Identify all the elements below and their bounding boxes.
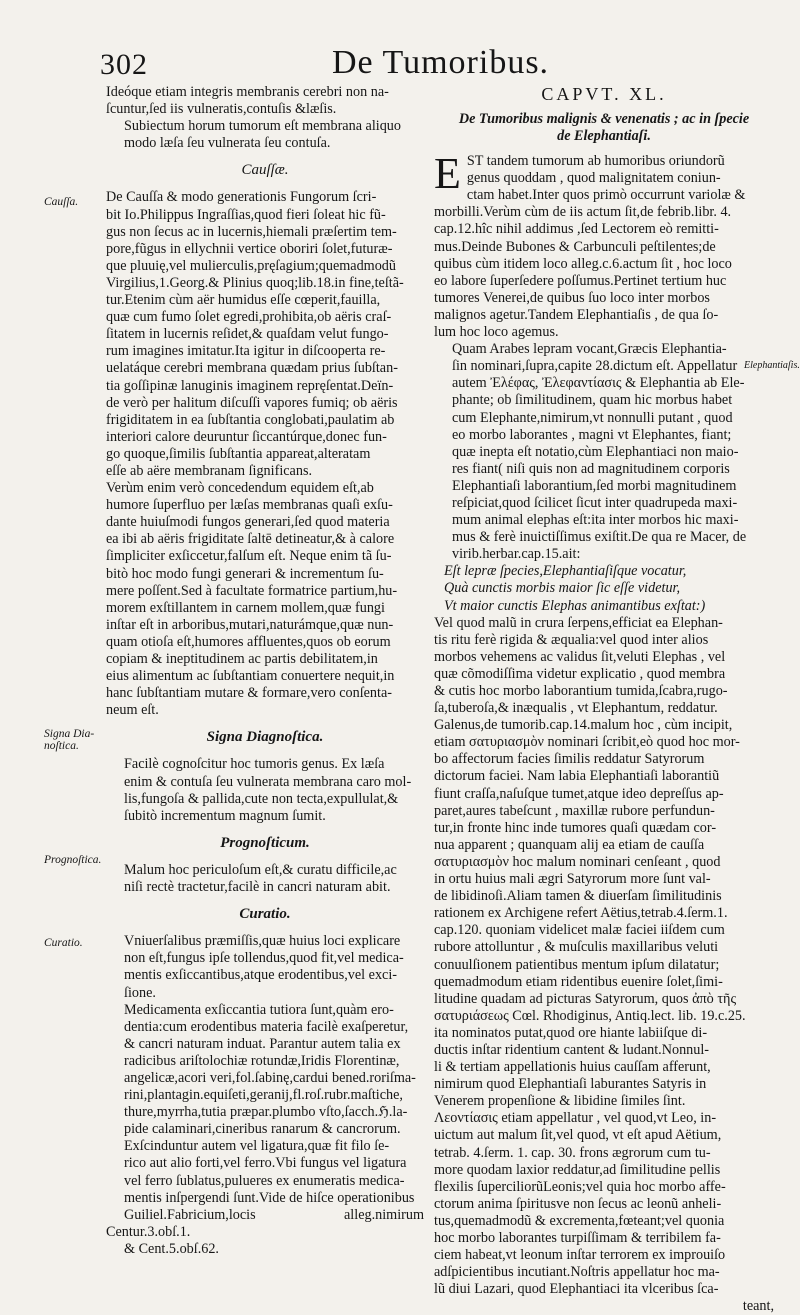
text-line: ſitatem in lucernis reſidet,& quaſdam velut fungo-	[106, 326, 389, 343]
text-line: lũ diui Lazari, quod Elephantiaci ita vlceribus ſca-	[434, 1281, 719, 1298]
text-line: quibus cùm itidem loco alleg.c.6.actum ſit , hoc loco	[434, 255, 732, 272]
text-line: Elephantiaſi laborantium,ſed morbi magnitudinem	[452, 477, 737, 494]
text-line: paret,aures tabeſcunt , maxillæ rubore perfundun-	[434, 802, 715, 819]
text-line: frigiditatem in ea ſubſtantia conglobati,paulatim ab	[106, 411, 395, 428]
verse-line: Vt maior cunctis Elephas animantibus exſtat:)	[444, 597, 706, 614]
text-line: ſione.	[124, 984, 156, 1001]
text-line: hanc ſubſtantiam mutare & formare,vero conſenta-	[106, 685, 392, 702]
text-line: quemadmodum etiam ridentibus euenire ſolet,ſimi-	[434, 973, 723, 990]
section-title-causae: Cauſſæ.	[241, 162, 289, 179]
text-line: uelatáque cerebri membrana quædam prius ſubſtan-	[106, 360, 398, 377]
text-line: tumores Venerei,de quibus ſuo loco inter morbos	[434, 289, 710, 306]
verse-quotation	[434, 563, 774, 614]
text-line: tus,quemadmodũ & excrementa,fœteant;vel quonia	[434, 1212, 725, 1229]
text-line: ſcuntur,ſed iis vulneratis,contuſis &læſis.	[106, 101, 337, 118]
text-line: morem exſtillantem in carnem mollem,quæ fungi	[106, 599, 385, 616]
text-line: dictorum faciei. Nam labia Elephantiaſi laborantiũ	[434, 768, 720, 785]
text-line: ita nominatos putat,quod ore hiante labiiſque di-	[434, 1024, 708, 1041]
text-line: ductis inſtar ridentium cantent & ludant.Nonnul-	[434, 1041, 710, 1058]
text-line: dante huiuſmodi fungos generari,ſed quod materia	[106, 514, 390, 531]
text-line: mus & ferè inuictiſſimus exiſtit.De qua re Macer, de	[452, 529, 747, 546]
text-line: tur.Etenim cùm aër humidus eſſe cœperit,fauilla,	[106, 292, 381, 309]
text-line: rum imagines imitatur.Ita igitur in diſcooperta re-	[106, 343, 386, 360]
margin-note-causa: Cauſſa.	[44, 196, 79, 208]
text-line: de Elephantiaſi.	[557, 128, 651, 145]
text-line: eo morbo laborantes , magni vt Elephantes, fiant;	[452, 426, 732, 443]
text-line: ctam habet.Inter quos primò occurrunt variolæ &	[466, 187, 746, 204]
section-title-signa: Signa Diagnoſtica.	[206, 729, 324, 746]
text-line: modo læſa ſeu vulnerata ſeu contuſa.	[124, 135, 331, 152]
text-line: non eſt,fungus ipſe tollendus,quod fit,vel medica-	[124, 950, 404, 967]
text-line: thure,myrrha,tutia præpar.plumbo vſto,ſacch.ℌ.la-	[124, 1104, 408, 1121]
text-line: li & tertiam appellationis huius cauſſam afferunt,	[434, 1059, 711, 1076]
text-line: ſimpliciter exſiccetur,falſum eſt. Neque enim tã ſu-	[106, 548, 392, 565]
text-line: radicibus ariſtolochiæ rotundæ,Iridis Florentinæ,	[124, 1052, 400, 1069]
text-line: mum animal elephas eſt:ita inter morbos hic maxi-	[452, 512, 739, 529]
text-line: malignos agetur.Tandem Elephantiaſis , de qua ſo-	[434, 306, 719, 323]
text-line: Galenus,de tumorib.cap.14.malum hoc , cùm incipit,	[434, 717, 733, 734]
text-line: rationem ex Archigene refert Aëtius,tetrab.4.ſerm.1.	[434, 905, 728, 922]
text-line: mere poſſent.Sed à facultate formatrice partium,hu-	[106, 582, 398, 599]
text-line: hoc morbo laborantes turpiſſimam & terribilem fa-	[434, 1230, 721, 1246]
verse-line: Eſt lepræ ſpecies,Elephantiaſiſque vocatur,	[444, 563, 687, 580]
text-line: De Cauſſa & modo generationis Fungorum ſcri-	[106, 189, 377, 206]
text-line: etiam σατυριασμὸν nominari ſcribit,eò quod hoc mor-	[434, 734, 740, 751]
text-line: cap.12.hîc nihil addimus ,ſed Lectorem eò remitti-	[434, 221, 719, 238]
text-line: virib.herbar.cap.15.ait:	[452, 546, 581, 563]
text-line: interiori calore deuruntur ſiccantúrque,donec fun-	[106, 428, 387, 445]
text-line: bo affectorum facies ſimilis reddatur Satyrorum	[434, 751, 705, 768]
text-line: ciem habeat,vt leonum inſtar terrorem ex improuiſo	[434, 1247, 726, 1264]
text-line: & Cent.5.obſ.62.	[124, 1240, 219, 1257]
drop-cap: E	[434, 149, 461, 199]
section-title-curatio: Curatio.	[239, 906, 291, 923]
text-line: de libidinoſi.Aliam tamen & diuerſam ſimilitudinis	[434, 888, 722, 905]
right-column	[434, 84, 774, 1315]
text-line: bitò hoc modo fungi generari & incrementum ſu-	[106, 565, 384, 582]
text-line: cap.120. quoniam videlicet malæ faciei iiſdem cum	[434, 922, 725, 939]
text-line: ST tandem tumorum ab humoribus oriundorũ	[466, 153, 725, 170]
chapter-title: CAPVT. XL.	[541, 84, 667, 104]
text-line: ſin nominari,ſupra,capite 28.dictum eſt. Appellatur	[452, 358, 738, 375]
text-line: pide calaminari,cineribus ranarum & cancrorum.	[124, 1121, 401, 1138]
causae-paragraph-2	[106, 480, 424, 719]
text-line: que pluuię,vel mulierculis,pręſagium;quemadmodũ	[106, 257, 396, 274]
chapter-paragraph-2	[434, 341, 774, 563]
text-line: quæ cum fumo ſolet egredi,prohibita,ob aëris craſ-	[106, 309, 392, 326]
text-line: gus non ſecus ac in lucernis,hiemali præſertim tem-	[106, 223, 397, 240]
text-line: quæ inepta eſt notatio,cùm Elephantiaci non maio-	[452, 443, 739, 460]
text-line: Subiectum horum tumorum eſt membrana aliquo	[124, 118, 401, 135]
text-line: Λεοντίασις etiam appellatur , vel quod,vt Leo, in-	[434, 1110, 717, 1127]
text-line: in ortu huius mali ægri Satyrorum more ſunt val-	[434, 871, 711, 888]
text-line: eo labore ſuperſedere poſſumus.Pertinet tertium huc	[434, 272, 727, 289]
text-line: humore ſuperfluo per læſas membranas quaſi exſu-	[106, 497, 393, 514]
page-number: 302	[100, 48, 148, 81]
chapter-paragraph-3	[434, 615, 774, 1111]
text-line: go quoque,ſimilis ſubſtantia appareat,alteratam	[106, 445, 371, 462]
text-line: Malum hoc periculoſum eſt,& curatu difficile,ac	[124, 861, 397, 878]
running-head: De Tumoribus.	[332, 44, 550, 81]
curatio-paragraph-3	[106, 1138, 424, 1258]
text-line: conuulſionem patientibus mentum ipſum dilatatur;	[434, 956, 720, 973]
text-line: & cutis hoc morbo laborantium tumida,ſcabra,rugo-	[434, 683, 728, 699]
text-line: mentis exſiccantibus,atque erodentibus,vel exci-	[124, 967, 398, 984]
text-line: quæ cõmodiſſima videtur explicatio , quod membra	[434, 665, 726, 682]
text-line: ctorum anima ſpiritusve non ſecus ac leonũ anheli-	[434, 1195, 722, 1212]
text-line: Guiliel.Fabricium,locis alleg.nimirum Centur.3.obſ.1.	[106, 1206, 424, 1240]
text-line: lum hoc loco agemus.	[434, 324, 559, 341]
text-line: Virgilius,1.Georg.& Plinius quoq;lib.18.in fine,teſtã-	[106, 274, 404, 291]
text-line: Medicamenta exſiccantia tutiora ſunt,quàm ero-	[124, 1001, 394, 1018]
opening-paragraph	[106, 84, 424, 118]
text-line: flexilis ſuperciliorũLeonis;vel quia hoc morbo affe-	[434, 1178, 726, 1195]
text-line: morbilli.Verùm cùm de iis actum ſit,de febrib.libr. 4.	[434, 204, 732, 221]
text-line: quam otioſa eſt,humores affluentes,quos ob eorum	[106, 633, 391, 650]
chapter-paragraph-1	[434, 149, 774, 341]
text-line: genus quoddam , quod malignitatem coniun-	[466, 170, 721, 187]
text-line: dentia:cum erodentibus materia facilè exaſperetur,	[124, 1018, 409, 1035]
text-line: tia goſſipinæ lanuginis imaginem repręſentat.Deïn-	[106, 377, 394, 394]
text-line: ſa,tuberoſa,& inæqualis , vt Elephantum, reddatur.	[434, 700, 718, 717]
prognosticum-paragraph	[106, 862, 424, 896]
text-line: Venerem propenſione & libidine ſimiles ſint.	[434, 1093, 686, 1110]
page-header	[100, 40, 780, 88]
verse-line: Quà cunctis morbis maior ſic eſſe videtur,	[444, 580, 681, 597]
text-line: Vniuerſalibus præmiſſis,quæ huius loci explicare	[124, 933, 401, 950]
text-line: rini,plantagin.equiſeti,geranij,fl.roſ.rubr.maſtiche,	[124, 1087, 403, 1104]
text-line: bit Io.Philippus Ingraſſias,quod fieri ſoleat hic fũ-	[106, 206, 386, 223]
text-line: neum eſt.	[106, 702, 159, 719]
curatio-paragraph-1	[106, 933, 424, 1001]
text-line: eius alimentum ac ſubſtantiam conuertere nequit,in	[106, 668, 395, 685]
left-column	[106, 84, 424, 1258]
text-line: morbos vehemens ac validus ſit,veluti Elephas , vel	[434, 648, 726, 665]
text-line: adſpicientibus incutiant.Noſtris appellatur hoc ma-	[434, 1264, 720, 1281]
text-line: Ideóque etiam integris membranis cerebri non na-	[106, 84, 389, 100]
text-line: & cancri naturam induat. Parantur autem talia ex	[124, 1035, 401, 1052]
text-line: nimirum quod Elephantiaſi laburantes Satyris in	[434, 1076, 707, 1093]
text-line: vel ferro ſublatus,pulueres ex enumeratis medica-	[124, 1172, 405, 1189]
causae-paragraph-1	[106, 189, 424, 480]
text-line: cum Elephante,nimirum,vt nonnulli putant , quod	[452, 409, 733, 426]
text-line: de verò per halitum diſcuſſi vapores fumiq; ob aëris	[106, 394, 398, 411]
text-line: inſtar eſt in arboribus,mutari,naturámque,quæ nun-	[106, 616, 394, 633]
text-line: nua apparent ; quanquam alij ea etiam de cauſſa	[434, 836, 705, 853]
text-line: tur,in fronte hinc inde tumores quaſi quædam cor-	[434, 819, 717, 836]
curatio-paragraph-2	[106, 1002, 424, 1139]
text-line: Verùm enim verò concedendum equidem eſt,ab	[106, 480, 374, 497]
text-line: autem Ἐλέφας, Ἐλεφαντίασις & Elephantia ab Ele-	[452, 375, 745, 392]
margin-note-signa: Signa Dia- noſtica.	[44, 728, 95, 752]
text-line: rubore attolluntur , & muſculis maxillaribus veluti	[434, 939, 719, 956]
text-line: enim & contuſa ſeu vulnerata membrana caro mol-	[124, 773, 412, 790]
text-line: Facilè cognoſcitur hoc tumoris genus. Ex læſa	[124, 756, 385, 773]
text-line: mentis inſpergendi ſunt.Vide de hiſce operationibus	[124, 1189, 415, 1206]
text-line: Exſcinduntur autem vel ligatura,quæ fit filo ſe-	[124, 1138, 390, 1155]
margin-note-prognostica: Prognoſtica.	[44, 854, 102, 866]
text-line: reſpiciat,quod ſcilicet ſicut inter quadrupeda maxi-	[452, 494, 738, 511]
text-line: uictum aut malum ſit,vel quod, vt eſt apud Aëtium,	[434, 1127, 722, 1144]
text-line: Vel quod malũ in crura ſerpens,efficiat ea Elephan-	[434, 614, 723, 631]
text-line: litudine quadam ad picturas Satyrorum, quos ἀπὸ τῆς	[434, 990, 737, 1007]
text-line: σατυριασμὸν hoc malum nominari cenſeant , quod	[434, 853, 721, 870]
text-line: pore,fũgus in ellychnii vertice oboriri ſolet,futuræ-	[106, 240, 393, 257]
text-line: angelicæ,acori veri,fol.ſabinę,cardui bened.roriſma-	[124, 1069, 416, 1086]
text-line: De Tumoribus malignis & venenatis ; ac in ſpecie	[458, 111, 750, 128]
signa-paragraph	[106, 756, 424, 824]
text-line: teant,	[742, 1298, 774, 1315]
margin-note-curatio: Curatio.	[44, 937, 83, 949]
text-line: tis ritu ferè rigida & æqualia:vel quod inter alios	[434, 631, 709, 648]
text-line: mus.Deinde Bubones & Carbunculi peſtilentes;de	[434, 238, 716, 255]
text-line: rico aut alio forti,vel ferro.Vbi fungus vel ligatura	[124, 1155, 407, 1172]
text-line: Quam Arabes lepram vocant,Græcis Elephantia-	[452, 341, 727, 358]
text-line: ea ibi ab aëris frigiditate ſaltē detineatur,& à calore	[106, 531, 395, 548]
text-line: tetrab. 4.ſerm. 1. cap. 30. frons ægrorum cum tu-	[434, 1144, 711, 1161]
text-line: lis,fungoſa & pallida,cute non tecta,expullulat,&	[124, 790, 399, 807]
margin-note-elephantiasis: Elephantiaſis.	[744, 360, 800, 371]
text-line: more quodam laxior reddatur,ad ſimilitudine pellis	[434, 1161, 721, 1178]
text-line: σατυριάσεως Cœl. Rhodiginus, Antiq.lect. lib. 19.c.25.	[434, 1007, 746, 1024]
text-line: ſubitò incrementum magnum ſumit.	[124, 807, 326, 824]
text-line: res fiant( niſi quis non ad magnitudinem corporis	[452, 460, 730, 477]
text-line: niſi rectè tractetur,facilè in cancri naturam abit.	[124, 879, 391, 896]
section-title-prognosticum: Prognoſticum.	[220, 834, 310, 851]
text-line: copiam & ineptitudinem ac partis debilitatem,in	[106, 651, 378, 667]
subject-paragraph	[106, 118, 424, 152]
text-line: eſſe ab aëre membranam ſignificans.	[106, 462, 313, 479]
text-line: fiunt craſſa,naſuſque tumet,atque ideo depreſſus ap-	[434, 785, 724, 802]
chapter-paragraph-4	[434, 1110, 774, 1315]
chapter-subtitle	[434, 111, 774, 145]
text-line: phante; ob ſimilitudinem, quam hic morbus habet	[452, 392, 733, 409]
